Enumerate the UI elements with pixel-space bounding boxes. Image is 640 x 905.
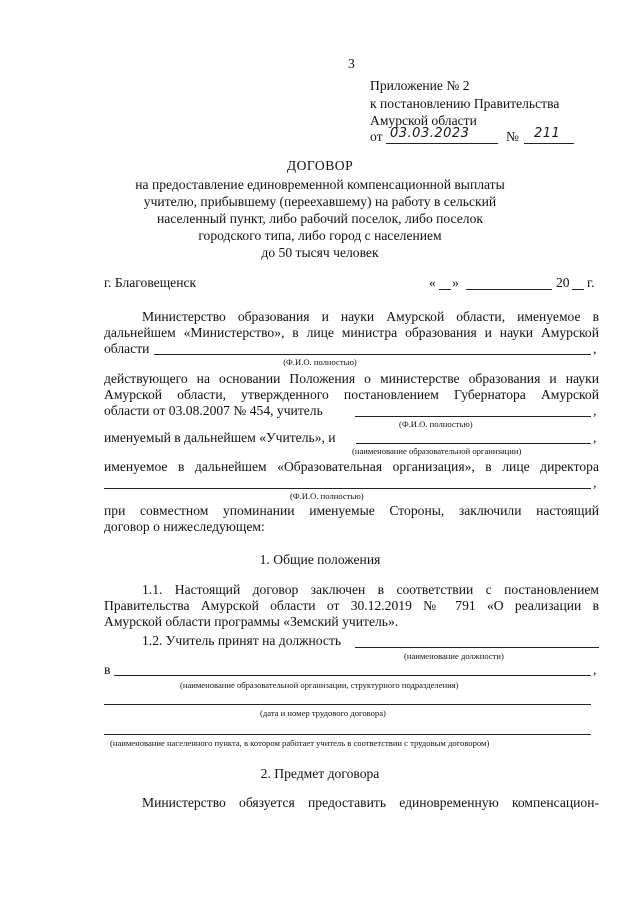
- organization-unit-blank: [114, 675, 591, 676]
- position-blank: [355, 647, 599, 648]
- preamble-line-1: Министерство образования и науки Амурской области, именуемое в: [142, 309, 599, 324]
- preamble-line-3-end: ,: [593, 341, 597, 356]
- in-label: в: [104, 662, 111, 677]
- section-1-p1-line-2: Правительства Амурской области от 30.12.2019 № 791 «О реализации в: [104, 598, 599, 613]
- caption-organization-name: (наименование образовательной организации): [352, 446, 522, 456]
- minister-name-blank: [154, 354, 591, 355]
- appendix-line-2: к постановлению Правительства: [370, 96, 560, 111]
- preamble-line-6: области от 03.08.2007 № 454, учитель: [104, 403, 323, 418]
- director-name-blank: [104, 488, 591, 489]
- caption-organization-unit: (наименование образовательной организации, структурного подразделения): [180, 680, 459, 690]
- preamble-line-5: Амурской области, утвержденного постановлением Губернатора Амурской: [104, 387, 599, 402]
- appendix-number-label: №: [506, 129, 519, 144]
- year-blank: [572, 289, 584, 290]
- caption-director-name: (Ф.И.О. полностью): [290, 491, 364, 501]
- preamble-line-10: при совместном упоминании именуемые Стороны, заключили настоящий: [104, 503, 599, 518]
- preamble-line-4: действующего на основании Положения о министерстве образования и науки: [104, 371, 599, 386]
- caption-settlement: (наименование населенного пункта, в котором работает учитель в соответствии с трудовым договором): [110, 738, 490, 748]
- section-1-p1-line-1: 1.1. Настоящий договор заключен в соответствии с постановлением: [142, 582, 599, 597]
- preamble-line-7: именуемый в дальнейшем «Учитель», и: [104, 430, 336, 445]
- appendix-number-handwritten: 211: [534, 126, 561, 141]
- section-1-p2: 1.2. Учитель принят на должность: [142, 633, 342, 648]
- caption-position: (наименование должности): [404, 651, 504, 661]
- contract-blank: [104, 704, 591, 705]
- day-blank: [439, 289, 451, 290]
- preamble-line-3: области: [104, 341, 150, 356]
- title-sub-5: до 50 тысяч человек: [261, 245, 379, 260]
- in-line-end: ,: [593, 662, 597, 677]
- preamble-line-2: дальнейшем «Министерство», в лице министра образования и науки Амурской: [104, 325, 599, 340]
- appendix-line-1: Приложение № 2: [370, 78, 470, 93]
- teacher-name-blank: [355, 416, 591, 417]
- title-main: ДОГОВОР: [286, 158, 354, 173]
- section-2-heading: 2. Предмет договора: [260, 766, 380, 781]
- number-underline: [524, 143, 574, 144]
- date-close-quote: »: [452, 275, 459, 290]
- section-1-heading: 1. Общие положения: [259, 552, 381, 567]
- title-sub-4: городского типа, либо город с населением: [198, 228, 442, 243]
- caption-contract: (дата и номер трудового договора): [260, 708, 386, 718]
- title-sub-2: учителю, прибывшему (переехавшему) на работу в сельский: [143, 194, 497, 209]
- appendix-from-label: от: [370, 129, 383, 144]
- preamble-line-11: договор о нижеследующем:: [104, 519, 265, 534]
- caption-teacher-name: (Ф.И.О. полностью): [399, 419, 473, 429]
- settlement-blank: [104, 734, 591, 735]
- caption-minister-name: (Ф.И.О. полностью): [283, 357, 357, 367]
- preamble-line-7-end: ,: [593, 430, 597, 445]
- preamble-line-6-end: ,: [593, 403, 597, 418]
- title-sub-3: населенный пункт, либо рабочий поселок, либо поселок: [157, 211, 483, 226]
- preamble-line-9-end: ,: [593, 475, 597, 490]
- page-number: 3: [348, 56, 355, 71]
- place-city: г. Благовещенск: [104, 275, 197, 290]
- appendix-line-3: Амурской области: [370, 113, 477, 128]
- date-underline: [386, 143, 498, 144]
- preamble-line-8: именуемое в дальнейшем «Образовательная организация», в лице директора: [104, 459, 599, 474]
- appendix-date-handwritten: 03.03.2023: [390, 126, 470, 141]
- organization-name-blank: [356, 443, 591, 444]
- section-1-p1-line-3: Амурской области программы «Земский учитель».: [104, 614, 399, 629]
- year-prefix: 20: [556, 275, 570, 290]
- section-2-p1: Министерство обязуется предоставить единовременную компенсацион-: [142, 795, 599, 810]
- title-sub-1: на предоставление единовременной компенсационной выплаты: [135, 177, 505, 192]
- year-suffix: г.: [587, 275, 595, 290]
- month-blank: [466, 289, 552, 290]
- date-open-quote: «: [429, 275, 436, 290]
